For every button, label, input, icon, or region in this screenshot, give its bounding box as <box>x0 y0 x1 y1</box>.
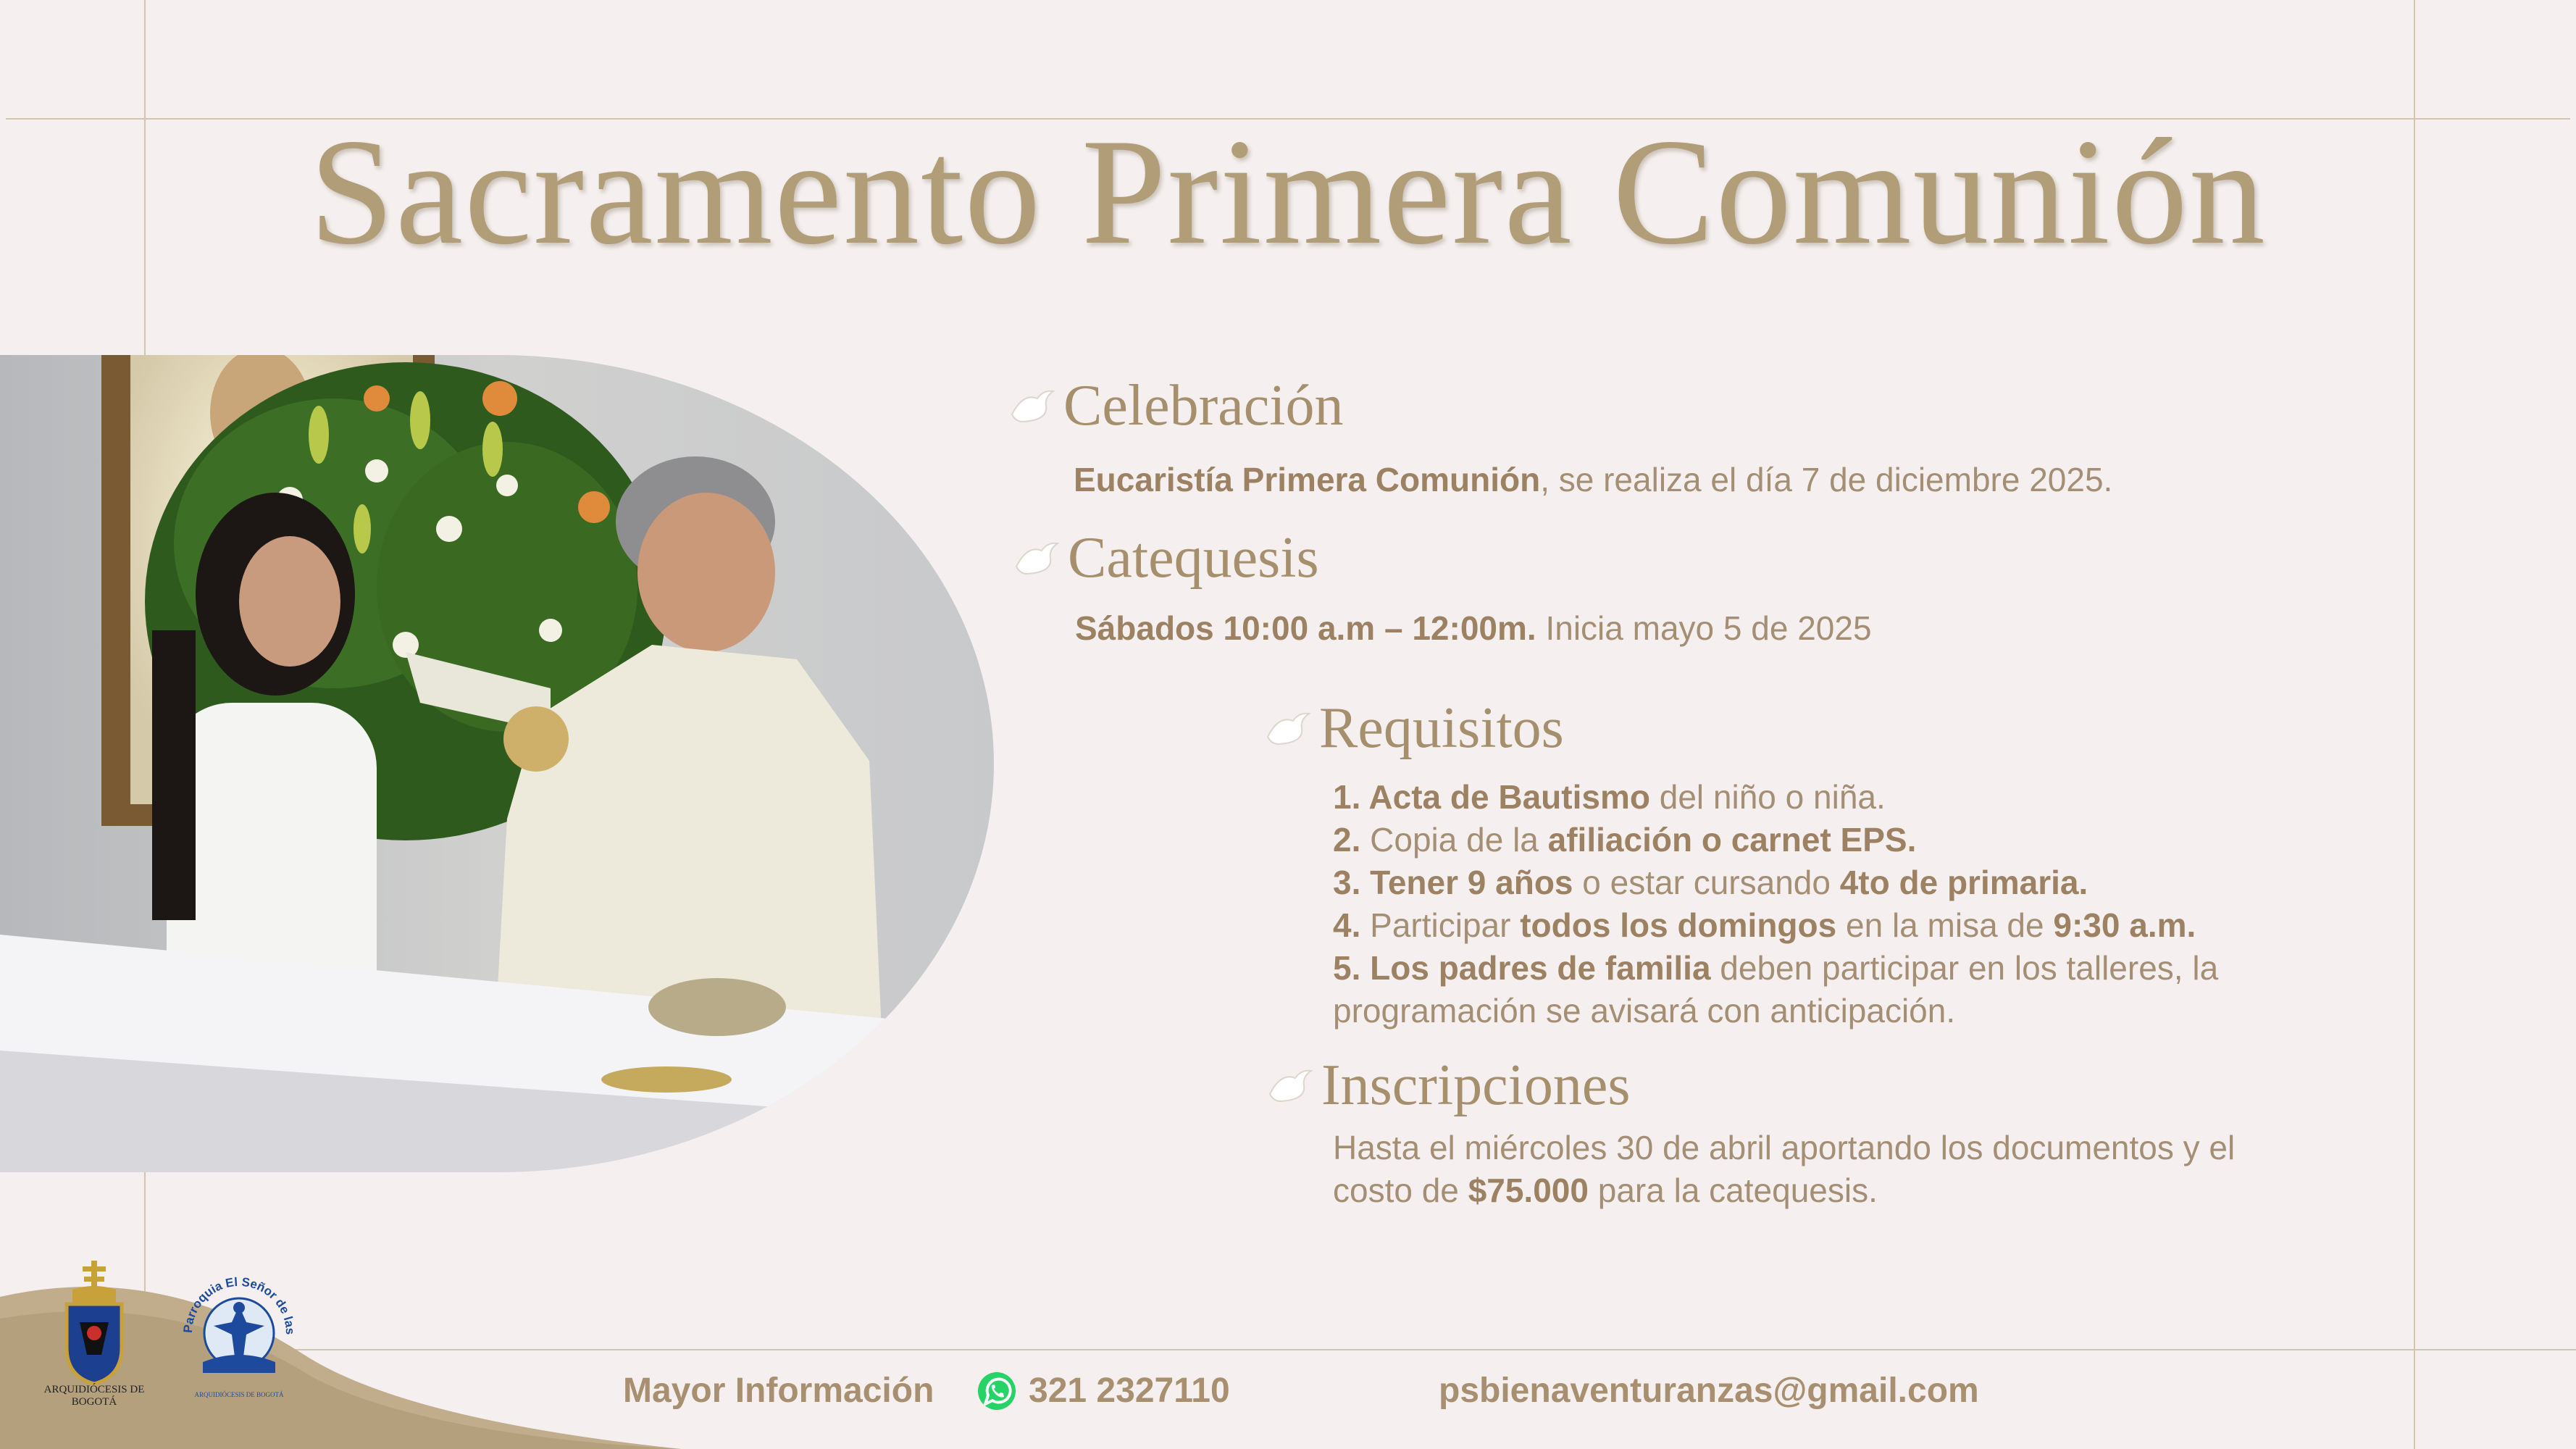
requisito-segment: Participar <box>1360 906 1521 944</box>
requisitos-list <box>1333 776 2218 1032</box>
celebracion-bold: Eucaristía Primera Comunión <box>1074 461 1541 498</box>
footer-email[interactable]: psbienaventuranzas@gmail.com <box>1439 1371 1979 1410</box>
requisito-segment: o estar cursando <box>1573 864 1840 901</box>
footer-phone[interactable]: 321 2327110 <box>1029 1371 1230 1410</box>
dove-icon <box>1013 538 1063 581</box>
inscripciones-text <box>1333 1127 2235 1212</box>
communion-photo-image <box>0 355 994 1172</box>
parish-sub-label: ARQUIDIÓCESIS DE BOGOTÁ <box>194 1391 284 1398</box>
dove-icon <box>1264 708 1315 751</box>
requisito-segment: en la misa de <box>1836 906 2054 944</box>
requisito-segment: 3. Tener 9 años <box>1333 864 1573 901</box>
requisito-segment: 1. Acta de Bautismo <box>1333 778 1650 816</box>
heading-celebracion <box>1008 374 1344 438</box>
inscripciones-cost: $75.000 <box>1468 1172 1589 1209</box>
parish-logo <box>174 1253 304 1406</box>
inscripciones-line2-post: para la catequesis. <box>1588 1172 1878 1209</box>
celebracion-rest: , se realiza el día 7 de diciembre 2025. <box>1540 461 2113 498</box>
requisito-item <box>1333 776 2218 819</box>
heading-catequesis <box>1013 526 1319 590</box>
heading-celebracion-label: Celebración <box>1063 374 1344 438</box>
requisito-segment: afiliación o carnet EPS. <box>1547 821 1917 859</box>
requisito-segment: deben participar en los talleres, la <box>1710 949 2219 987</box>
inscripciones-line2 <box>1333 1169 2235 1212</box>
heading-requisitos <box>1264 696 1564 760</box>
dove-icon <box>1266 1065 1317 1108</box>
catequesis-text <box>1075 607 1872 650</box>
requisito-item <box>1333 904 2218 947</box>
communion-photo <box>0 355 994 1172</box>
requisito-segment: todos los domingos <box>1520 906 1837 944</box>
requisito-item <box>1333 990 2218 1032</box>
celebracion-text <box>1074 459 2112 501</box>
archdiocese-logo <box>22 1261 167 1406</box>
requisito-item <box>1333 819 2218 861</box>
requisito-segment: 9:30 a.m. <box>2053 906 2196 944</box>
heading-inscripciones <box>1266 1053 1631 1117</box>
heading-catequesis-label: Catequesis <box>1068 526 1319 590</box>
dove-icon <box>1008 385 1059 429</box>
catequesis-bold: Sábados 10:00 a.m – 12:00m. <box>1075 609 1536 647</box>
archdiocese-label: ARQUIDIÓCESIS DE BOGOTÁ <box>43 1384 145 1408</box>
whatsapp-icon <box>977 1371 1017 1411</box>
requisito-item <box>1333 947 2218 990</box>
requisito-segment: Copia de la <box>1360 821 1548 859</box>
heading-requisitos-label: Requisitos <box>1319 696 1564 760</box>
requisito-segment: programación se avisará con anticipación. <box>1333 992 1956 1030</box>
parish-seal-text: Parroquia El Señor de las <box>180 1274 298 1335</box>
requisito-segment: 2. <box>1333 821 1361 859</box>
inscripciones-line1: Hasta el miércoles 30 de abril aportando los documentos y el <box>1333 1129 2236 1166</box>
requisito-item <box>1333 861 2218 904</box>
requisito-segment: 4. <box>1333 906 1361 944</box>
coat-of-arms-icon <box>22 1261 167 1391</box>
requisito-segment: del niño o niña. <box>1649 778 1886 816</box>
page-title: Sacramento Primera Comunión <box>309 108 2267 276</box>
catequesis-rest: Inicia mayo 5 de 2025 <box>1536 609 1872 647</box>
requisito-segment: 5. Los padres de familia <box>1333 949 1711 987</box>
footer-info-label: Mayor Información <box>623 1371 934 1410</box>
inscripciones-line2-pre: costo de <box>1333 1172 1468 1209</box>
heading-inscripciones-label: Inscripciones <box>1321 1053 1631 1117</box>
parish-seal-icon <box>174 1253 304 1398</box>
requisito-segment: 4to de primaria. <box>1839 864 2088 901</box>
